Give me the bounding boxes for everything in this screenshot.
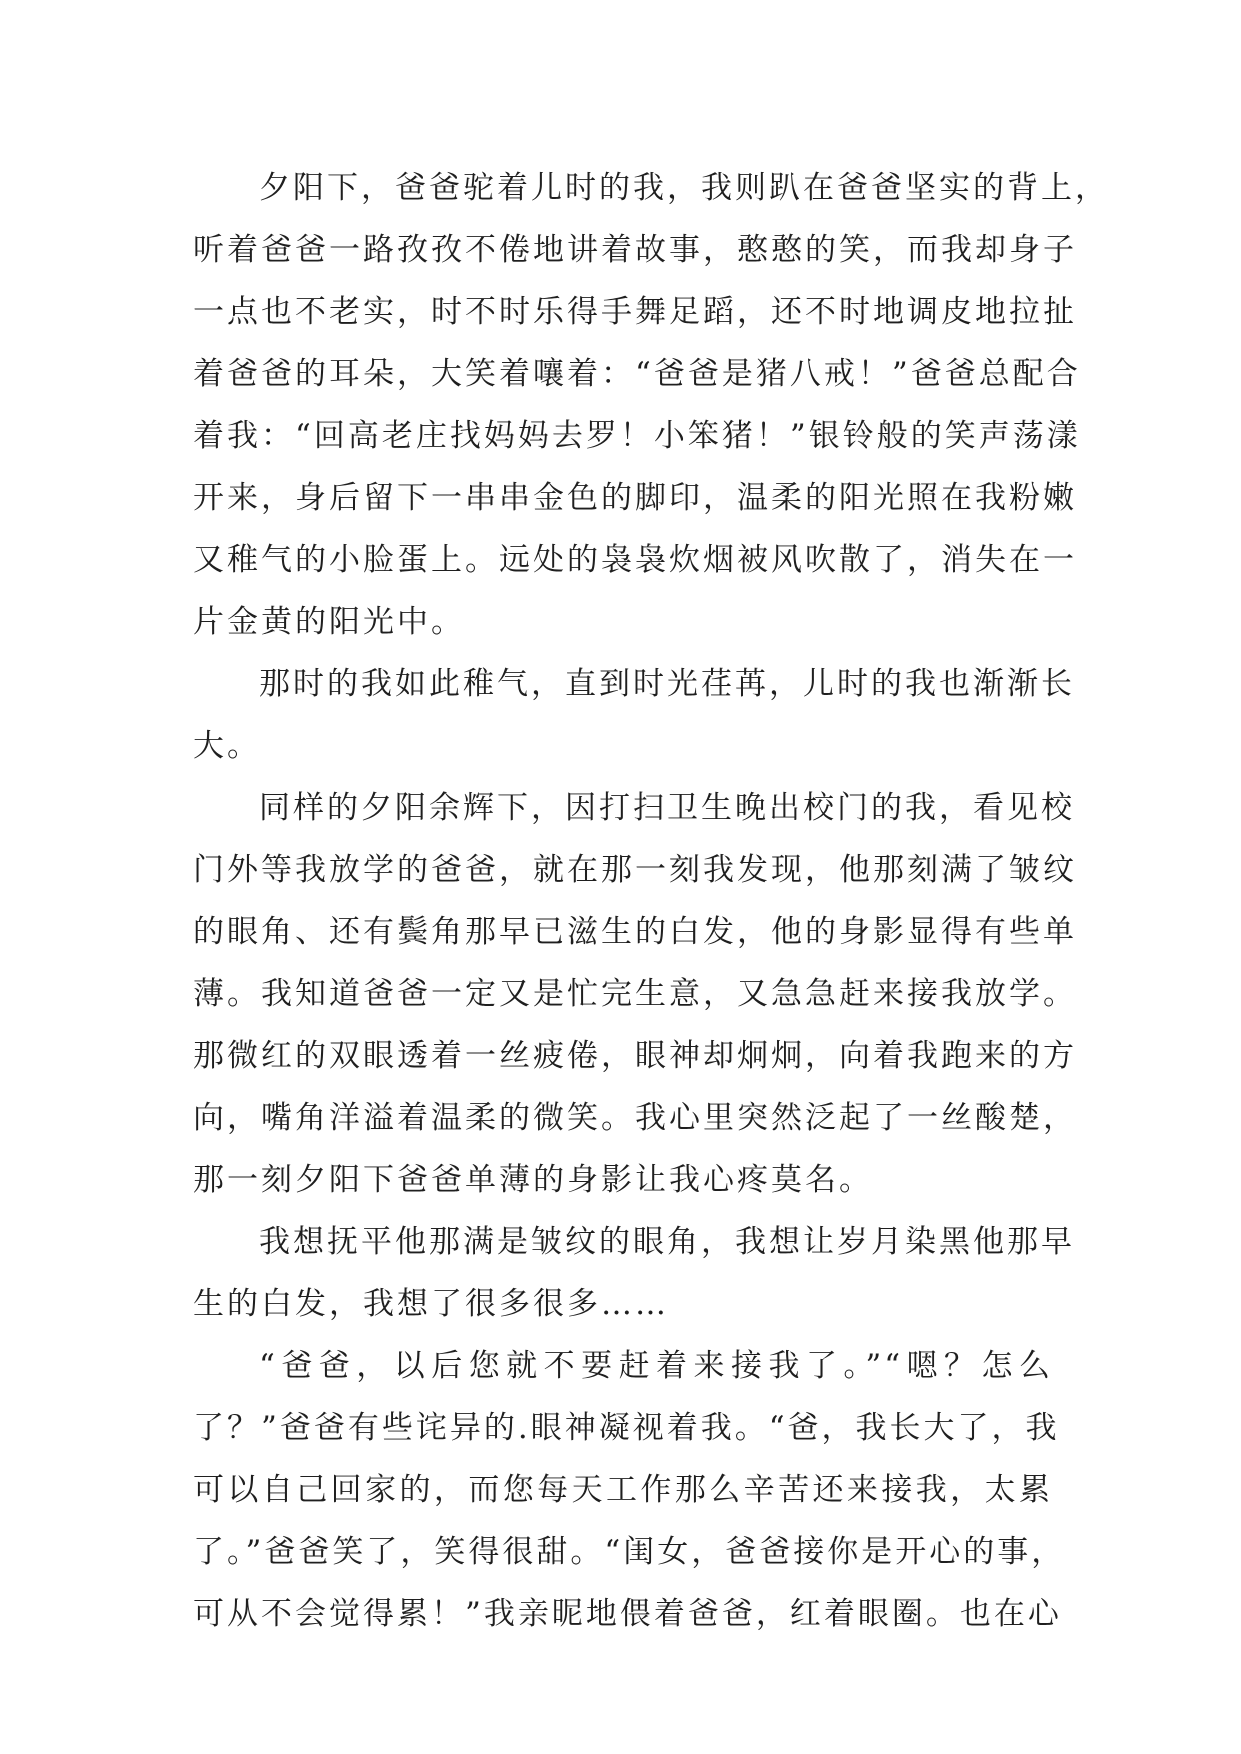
text-line: 夕阳下，爸爸驼着儿时的我，我则趴在爸爸坚实的背上， <box>259 170 1109 206</box>
text-line: 那时的我如此稚气，直到时光荏苒，儿时的我也渐渐长 <box>259 666 1075 702</box>
text-line: 那微红的双眼透着一丝疲倦，眼神却炯炯，向着我跑来的方 <box>193 1038 1077 1074</box>
text-line: 的眼角、还有鬓角那早已滋生的白发，他的身影显得有些单 <box>193 914 1077 950</box>
text-line: 了。”爸爸笑了，笑得很甜。“闺女，爸爸接你是开心的事， <box>193 1534 1066 1570</box>
text-line: 着爸爸的耳朵，大笑着嚷着：“爸爸是猪八戒！”爸爸总配合 <box>193 356 1081 392</box>
text-line: 那一刻夕阳下爸爸单薄的身影让我心疼莫名。 <box>193 1162 873 1198</box>
text-line: 生的白发，我想了很多很多…… <box>193 1286 669 1322</box>
text-line: 向，嘴角洋溢着温柔的微笑。我心里突然泛起了一丝酸楚， <box>193 1100 1077 1136</box>
text-line: 可以自己回家的，而您每天工作那么辛苦还来接我，太累 <box>193 1472 1053 1508</box>
essay-body <box>193 157 1109 1645</box>
text-line: “爸爸，以后您就不要赶着来接我了。”“嗯？怎么 <box>259 1348 1053 1384</box>
text-line: 我想抚平他那满是皱纹的眼角，我想让岁月染黑他那早 <box>259 1224 1075 1260</box>
text-line: 了？”爸爸有些诧异的.眼神凝视着我。“爸，我长大了，我 <box>193 1410 1060 1446</box>
text-line: 可从不会觉得累！”我亲昵地偎着爸爸，红着眼圈。也在心 <box>193 1596 1062 1632</box>
text-line: 门外等我放学的爸爸，就在那一刻我发现，他那刻满了皱纹 <box>193 852 1077 888</box>
text-line: 片金黄的阳光中。 <box>193 604 465 640</box>
text-line: 薄。我知道爸爸一定又是忙完生意，又急急赶来接我放学。 <box>193 976 1077 1012</box>
text-line: 一点也不老实，时不时乐得手舞足蹈，还不时地调皮地拉扯 <box>193 294 1077 330</box>
text-line: 同样的夕阳余辉下，因打扫卫生晚出校门的我，看见校 <box>259 790 1075 826</box>
text-line: 听着爸爸一路孜孜不倦地讲着故事，憨憨的笑，而我却身子 <box>193 232 1077 268</box>
text-line: 又稚气的小脸蛋上。远处的袅袅炊烟被风吹散了，消失在一 <box>193 542 1077 578</box>
text-line: 大。 <box>193 728 261 764</box>
text-line: 着我：“回高老庄找妈妈去罗！小笨猪！”银铃般的笑声荡漾 <box>193 418 1081 454</box>
text-line: 开来，身后留下一串串金色的脚印，温柔的阳光照在我粉嫩 <box>193 480 1077 516</box>
